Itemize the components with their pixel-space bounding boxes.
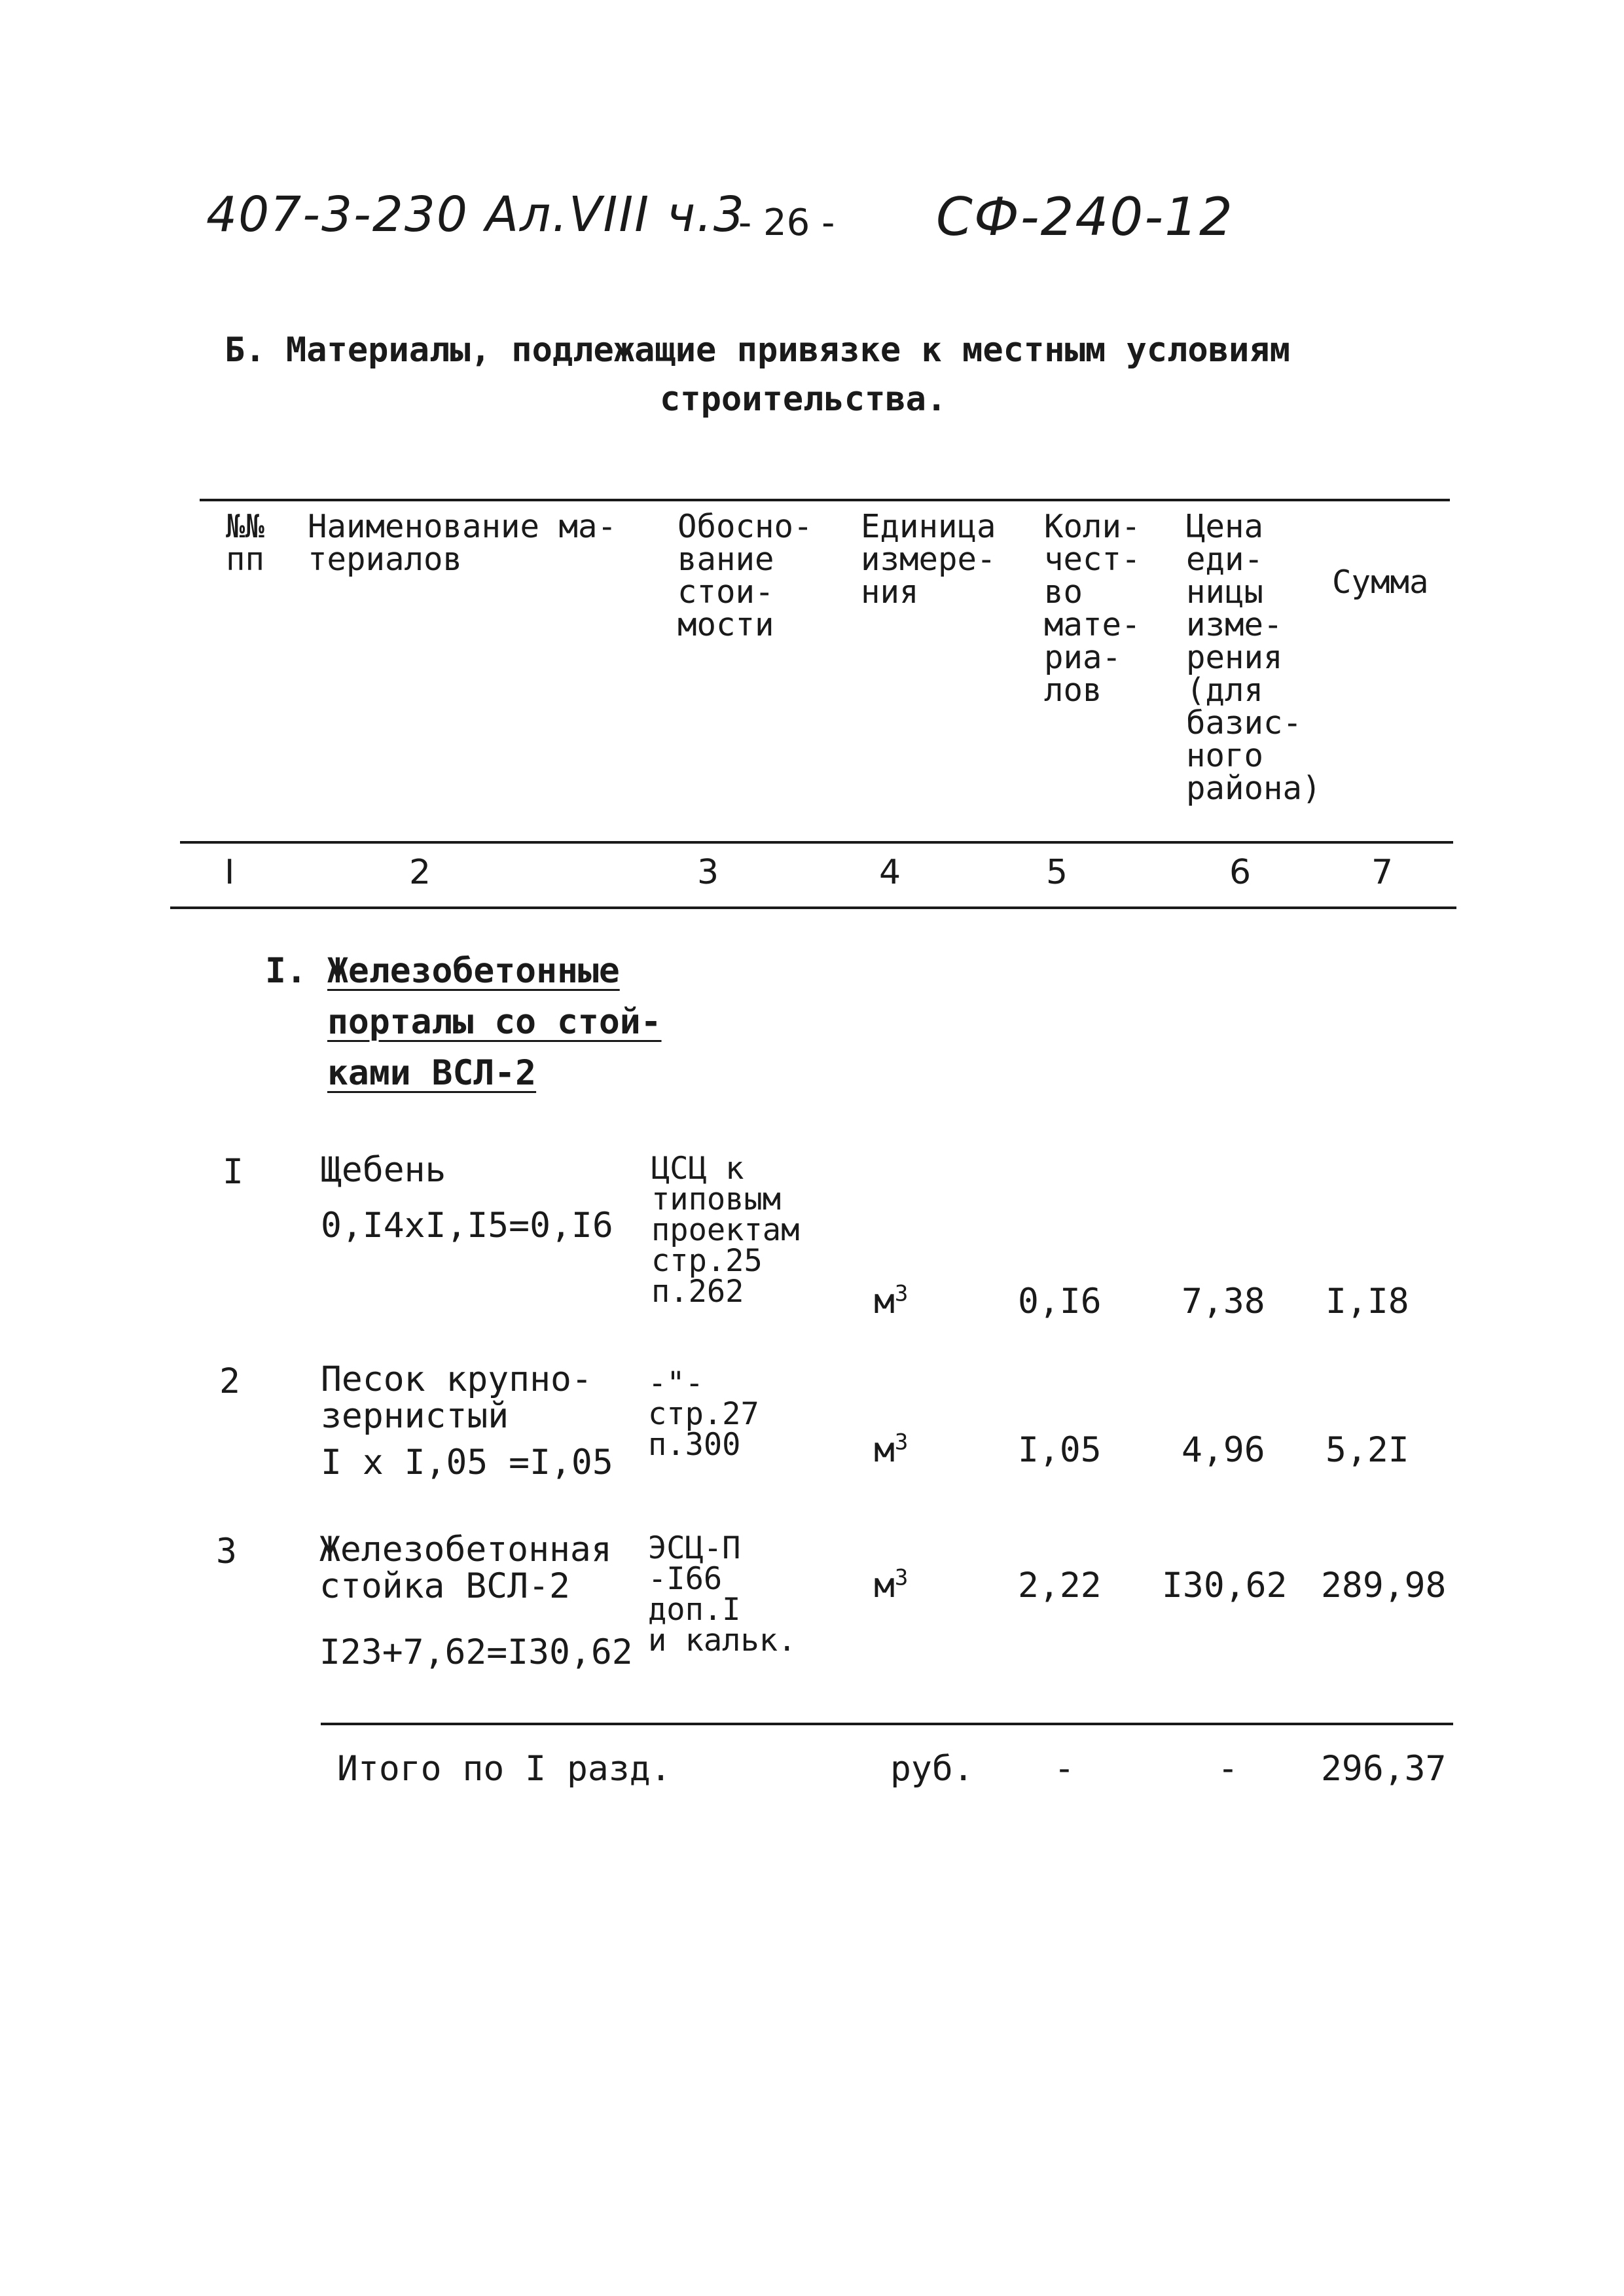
table-top-rule [200,499,1450,501]
total-sum: 296,37 [1321,1749,1447,1789]
row-3-number: 3 [216,1532,237,1571]
header-quantity: Коли- чест- во мате- риа- лов [1044,508,1141,709]
row-2-justification: -"- стр.27 п.300 [648,1365,759,1463]
document-code: 407-3-230 Ал.VIII ч.3 [206,187,746,243]
row-1-justification: ЦСЦ к типовым проектам стр.25 п.262 [651,1151,800,1310]
row-3-calculation: I23+7,62=I30,62 [319,1632,633,1672]
column-numbers-rule [170,906,1456,909]
row-2-sum: 5,2I [1326,1430,1409,1470]
row-1-price: 7,38 [1182,1282,1265,1321]
row-3-sum: 289,98 [1321,1566,1447,1605]
row-3-material: Железобетонная стойка ВСЛ-2 [319,1530,612,1606]
row-3-unit: $м^3$ [874,1564,909,1605]
header-bottom-rule [180,841,1453,844]
total-quantity: - [1054,1749,1075,1789]
header-sum: Сумма [1332,564,1429,601]
col-number-3: 3 [697,853,719,892]
row-1-number: I [223,1152,244,1192]
header-name: Наименование ма- териалов [308,508,617,578]
row-1-unit: $м^3$ [874,1280,909,1321]
row-2-calculation: I x I,05 =I,05 [321,1443,613,1482]
col-number-7: 7 [1371,853,1394,892]
section-title-line1: Б. Материалы, подлежащие привязке к местным условиям [225,331,1290,370]
row-2-number: 2 [219,1361,240,1401]
row-1-calculation: 0,I4xI,I5=0,I6 [321,1206,613,1246]
section-heading-line2: порталы со стой- [327,1002,662,1042]
col-number-1: I [225,853,235,892]
section-heading-line1: Железобетонные [327,951,620,991]
section-title-line2: строительства. [660,380,947,419]
row-2-material: Песок крупно- зернистый [321,1359,592,1436]
row-3-quantity: 2,22 [1018,1566,1102,1605]
col-number-6: 6 [1229,853,1252,892]
section-number: I. [265,951,307,991]
row-1-material: Щебень [321,1150,446,1190]
sheet-code: СФ-240-12 [936,187,1234,247]
total-unit: руб. [890,1749,974,1789]
col-number-5: 5 [1046,853,1068,892]
row-1-sum: I,I8 [1326,1282,1409,1321]
header-unit: Единица измере- ния [861,508,996,611]
row-3-price: I30,62 [1162,1566,1288,1605]
header-number: №№ пп [226,508,265,578]
section-heading-line3: ками ВСЛ-2 [327,1053,537,1093]
header-unit-price: Цена еди- ницы изме- рения (для базис- ного района) [1186,508,1322,807]
total-rule [321,1723,1453,1725]
row-2-quantity: I,05 [1018,1430,1102,1470]
row-2-unit: $м^3$ [874,1429,909,1470]
col-number-2: 2 [409,853,431,892]
page-number: - 26 - [738,202,835,244]
col-number-4: 4 [879,853,901,892]
total-label: Итого по I разд. [337,1749,672,1789]
row-2-price: 4,96 [1182,1430,1265,1470]
row-1-quantity: 0,I6 [1018,1282,1102,1321]
row-3-justification: ЭСЦ-П -I66 доп.I и кальк. [648,1530,797,1659]
total-price: - [1218,1749,1238,1789]
header-justification: Обосно- вание стои- мости [677,508,813,643]
